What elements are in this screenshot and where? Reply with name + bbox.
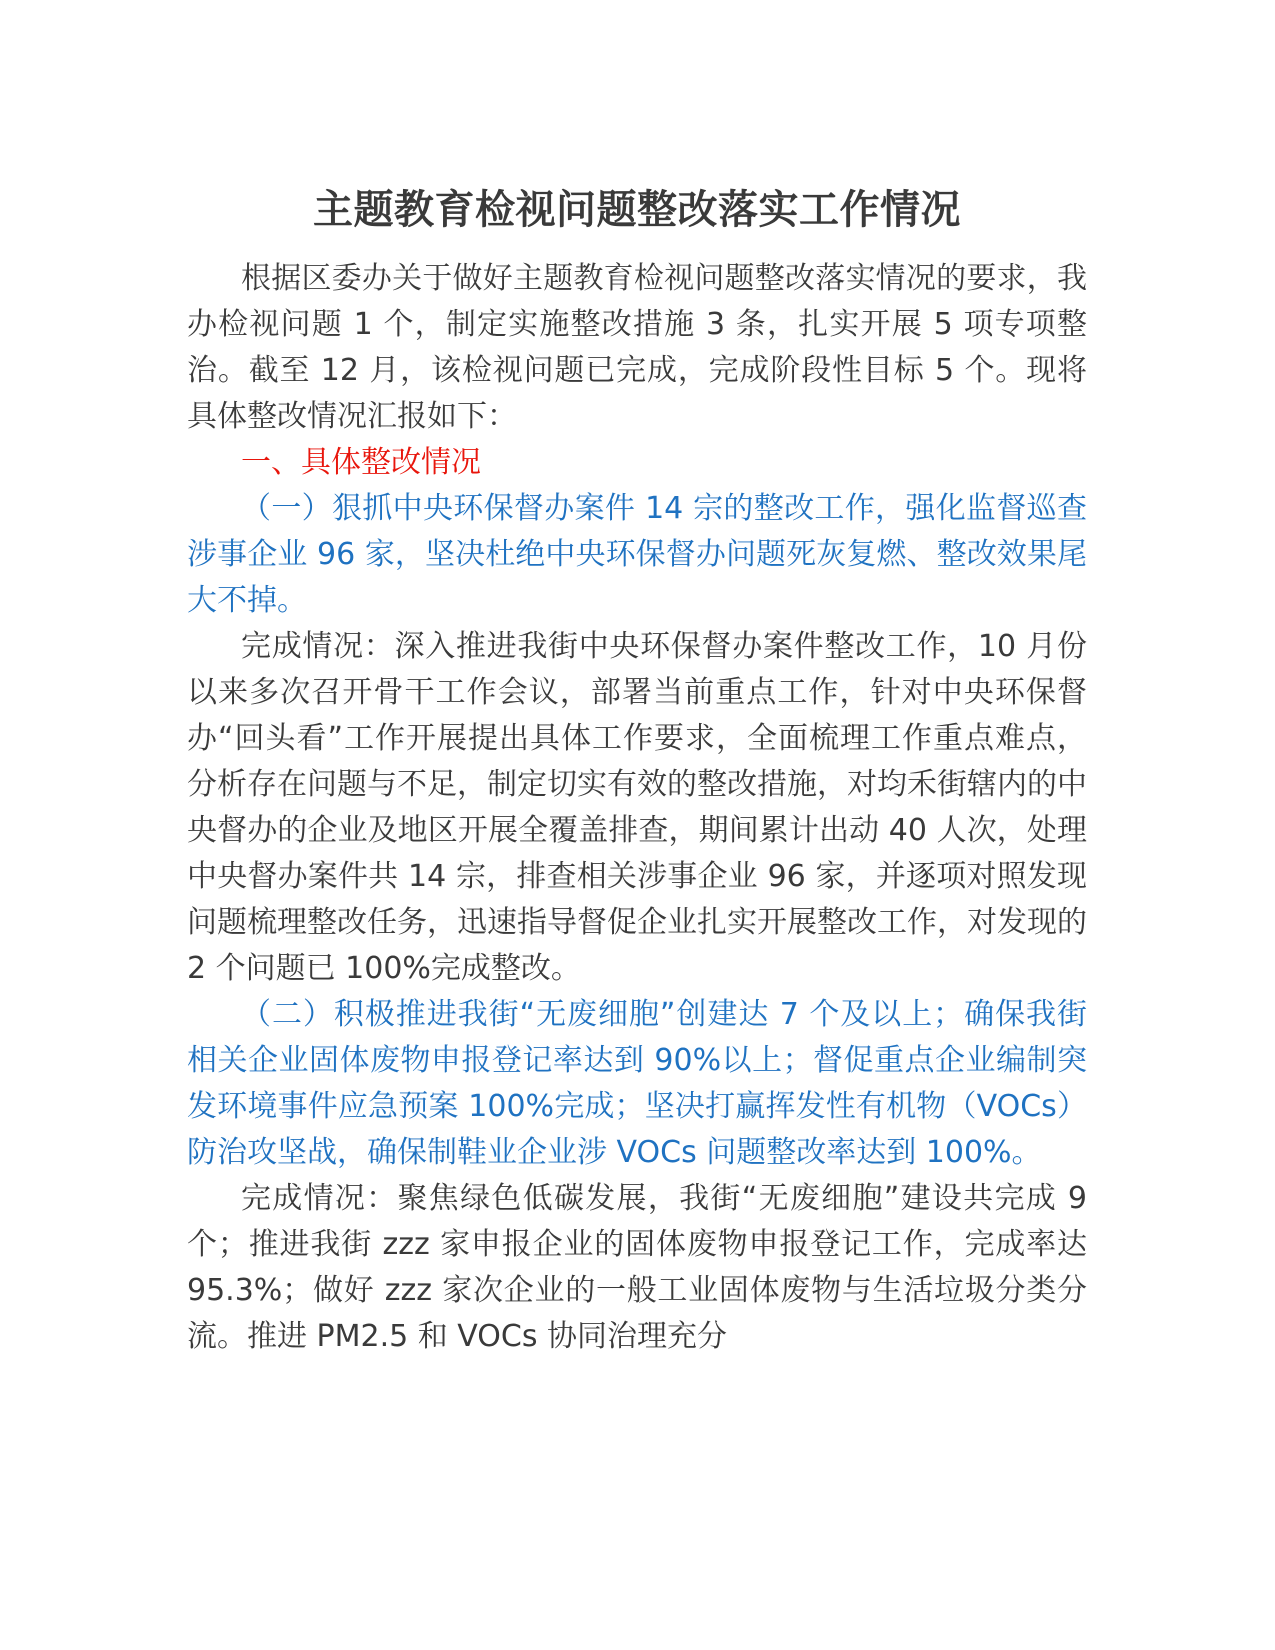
- document-body: [187, 180, 1087, 1360]
- item-2-title: （二）积极推进我街“无废细胞”创建达 7 个及以上；确保我街相关企业固体废物申报登记率达到 90%以上；督促重点企业编制突发环境事件应急预案 100%完成；坚决打赢挥发性有机物（VOCs）防治攻坚战，确保制鞋业企业涉 VOCs 问题整改率达到 100%。: [187, 997, 1087, 1170]
- document-title: 主题教育检视问题整改落实工作情况: [313, 187, 961, 233]
- item-2-result: 完成情况：聚焦绿色低碳发展，我街“无废细胞”建设共完成 9 个；推进我街 zzz 家申报企业的固体废物申报登记工作，完成率达 95.3%；做好 zzz 家次企业的一般工业固体废物与生活垃圾分类分流。推进 PM2.5 和 VOCs 协同治理充分: [187, 1181, 1087, 1354]
- section-heading: 一、具体整改情况: [241, 445, 481, 480]
- item-1-title: （一）狠抓中央环保督办案件 14 宗的整改工作，强化监督巡查涉事企业 96 家，坚决杜绝中央环保督办问题死灰复燃、整改效果尾大不掉。: [187, 491, 1087, 618]
- intro-paragraph: 根据区委办关于做好主题教育检视问题整改落实情况的要求，我办检视问题 1 个，制定实施整改措施 3 条，扎实开展 5 项专项整治。截至 12 月，该检视问题已完成，完成阶段性目标 5 个。现将具体整改情况汇报如下：: [187, 261, 1087, 434]
- item-1-result: 完成情况：深入推进我街中央环保督办案件整改工作，10 月份以来多次召开骨干工作会议，部署当前重点工作，针对中央环保督办“回头看”工作开展提出具体工作要求，全面梳理工作重点难点，分析存在问题与不足，制定切实有效的整改措施，对均禾街辖内的中央督办的企业及地区开展全覆盖排查，期间累计出动 40 人次，处理中央督办案件共 14 宗，排查相关涉事企业 96 家，并逐项对照发现问题梳理整改任务，迅速指导督促企业扎实开展整改工作，对发现的 2 个问题已 100%完成整改。: [187, 629, 1087, 986]
